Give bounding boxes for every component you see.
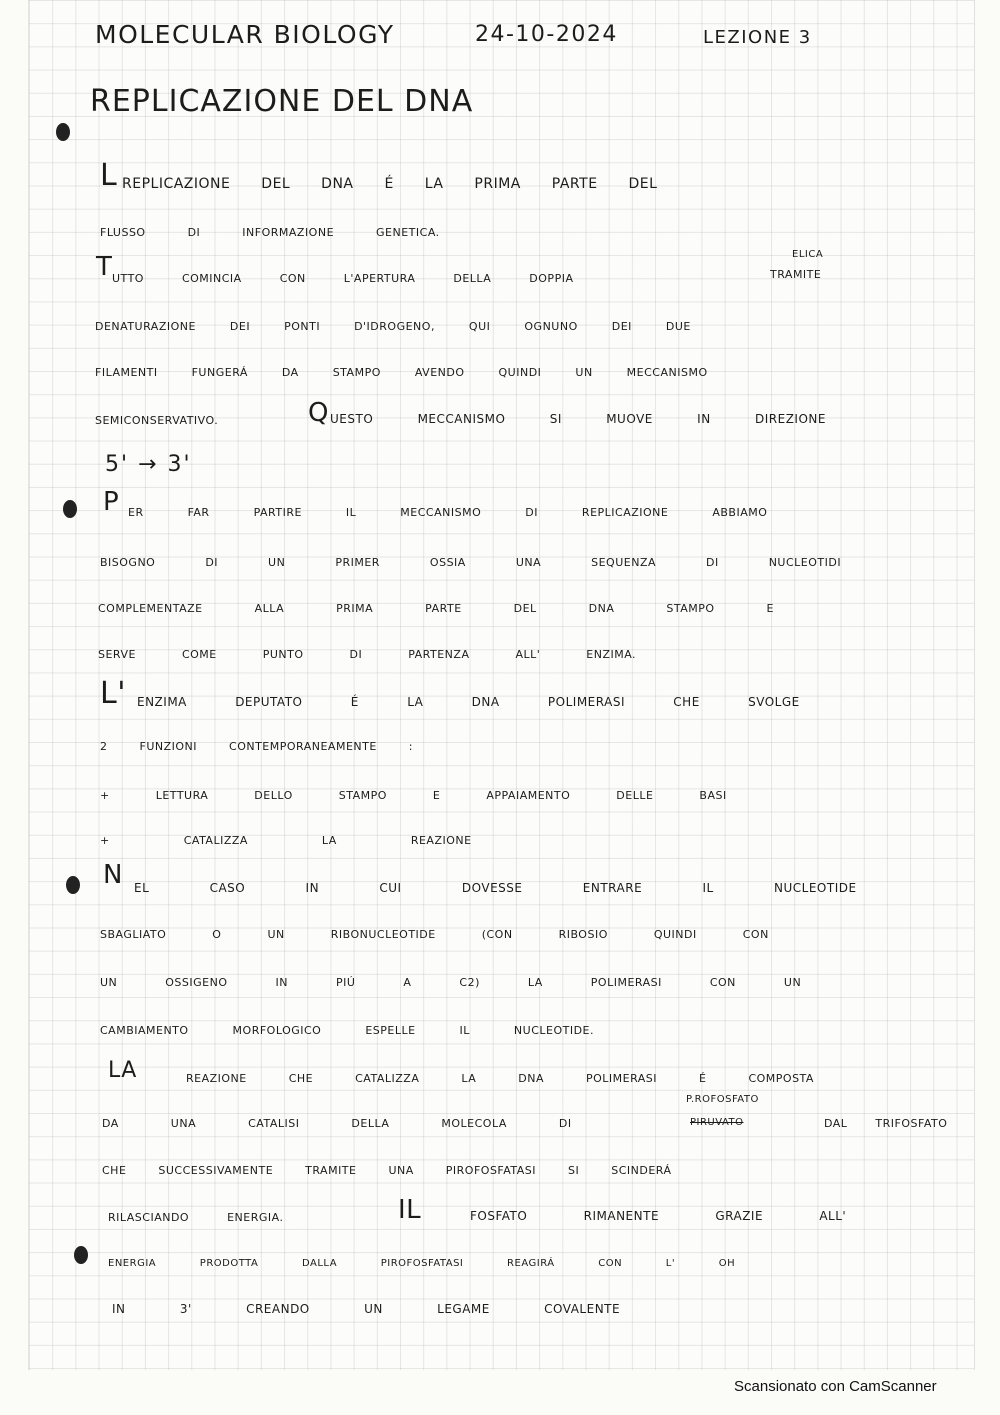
- text-line: UTTO COMINCIA CON L'APERTURA DELLA DOPPIA: [112, 272, 574, 285]
- text-line: FOSFATO RIMANENTE GRAZIE ALL': [470, 1209, 847, 1223]
- drop-cap: N: [103, 860, 123, 890]
- list-item: + CATALIZZA LA REAZIONE: [100, 834, 472, 847]
- text-line: REPLICAZIONE DEL DNA É LA PRIMA PARTE DEL: [122, 176, 658, 192]
- struck-word: PIRUVATO: [690, 1117, 744, 1128]
- text-line: FILAMENTI FUNGERÁ DA STAMPO AVENDO QUINDI UN MECCANISMO: [95, 366, 708, 379]
- drop-cap: L: [100, 158, 118, 193]
- text-line: CHE SUCCESSIVAMENTE TRAMITE UNA PIROFOSFATASI SI SCINDERÁ: [102, 1164, 672, 1177]
- text-line: CAMBIAMENTO MORFOLOGICO ESPELLE IL NUCLEOTIDE.: [100, 1024, 594, 1037]
- lesson-date: 24-10-2024: [475, 22, 618, 47]
- text-line: FLUSSO DI INFORMAZIONE GENETICA.: [100, 226, 440, 239]
- text-line: DAL TRIFOSFATO: [824, 1117, 948, 1130]
- text-line: RILASCIANDO ENERGIA.: [108, 1211, 284, 1224]
- drop-cap: IL: [398, 1195, 422, 1225]
- bullet-dot: [74, 1246, 88, 1264]
- drop-cap: T: [96, 252, 113, 282]
- text-line: IN 3' CREANDO UN LEGAME COVALENTE: [112, 1302, 621, 1316]
- text-line: EL CASO IN CUI DOVESSE ENTRARE IL NUCLEOTIDE: [134, 881, 857, 895]
- text-line: DENATURAZIONE DEI PONTI D'IDROGENO, QUI OGNUNO DEI DUE: [95, 320, 691, 333]
- text-line: SERVE COME PUNTO DI PARTENZA ALL' ENZIMA.: [98, 648, 637, 661]
- text-line: COMPLEMENTAZE ALLA PRIMA PARTE DEL DNA STAMPO E: [98, 602, 775, 615]
- text-line: REAZIONE CHE CATALIZZA LA DNA POLIMERASI É COMPOSTA: [186, 1072, 814, 1085]
- text-line: SEMICONSERVATIVO.: [95, 414, 219, 427]
- bullet-dot: [56, 123, 70, 141]
- drop-cap: L': [100, 676, 126, 711]
- text-line: DA UNA CATALISI DELLA MOLECOLA DI: [102, 1117, 572, 1130]
- scanner-footer: Scansionato con CamScanner: [734, 1378, 937, 1395]
- bullet-dot: [66, 876, 80, 894]
- bullet-dot: [63, 500, 77, 518]
- annotation-above: P.ROFOSFATO: [686, 1094, 759, 1105]
- direction-note: 5' → 3': [105, 452, 192, 477]
- text-line: ENZIMA DEPUTATO É LA DNA POLIMERASI CHE SVOLGE: [137, 695, 800, 709]
- annotation-above: ELICA: [792, 249, 824, 260]
- section-title: REPLICAZIONE DEL DNA: [90, 84, 474, 119]
- text-line: ER FAR PARTIRE IL MECCANISMO DI REPLICAZIONE ABBIAMO: [128, 506, 768, 519]
- text-line: 2 FUNZIONI CONTEMPORANEAMENTE :: [100, 740, 413, 753]
- drop-cap: Q: [308, 398, 329, 428]
- text-line: UN OSSIGENO IN PIÚ A C2) LA POLIMERASI CON UN: [100, 976, 802, 989]
- course-title: MOLECULAR BIOLOGY: [95, 20, 395, 49]
- lesson-number: LEZIONE 3: [703, 27, 812, 48]
- drop-cap: LA: [108, 1058, 137, 1083]
- text-line: UESTO MECCANISMO SI MUOVE IN DIREZIONE: [330, 412, 826, 426]
- text-line: TRAMITE: [770, 268, 822, 281]
- text-line: BISOGNO DI UN PRIMER OSSIA UNA SEQUENZA DI NUCLEOTIDI: [100, 556, 842, 569]
- drop-cap: P: [103, 487, 120, 517]
- text-line: ENERGIA PRODOTTA DALLA PIROFOSFATASI REAGIRÁ CON L' OH: [108, 1258, 736, 1269]
- text-line: SBAGLIATO O UN RIBONUCLEOTIDE (CON RIBOSIO QUINDI CON: [100, 928, 769, 941]
- list-item: + LETTURA DELLO STAMPO E APPAIAMENTO DELLE BASI: [100, 789, 727, 802]
